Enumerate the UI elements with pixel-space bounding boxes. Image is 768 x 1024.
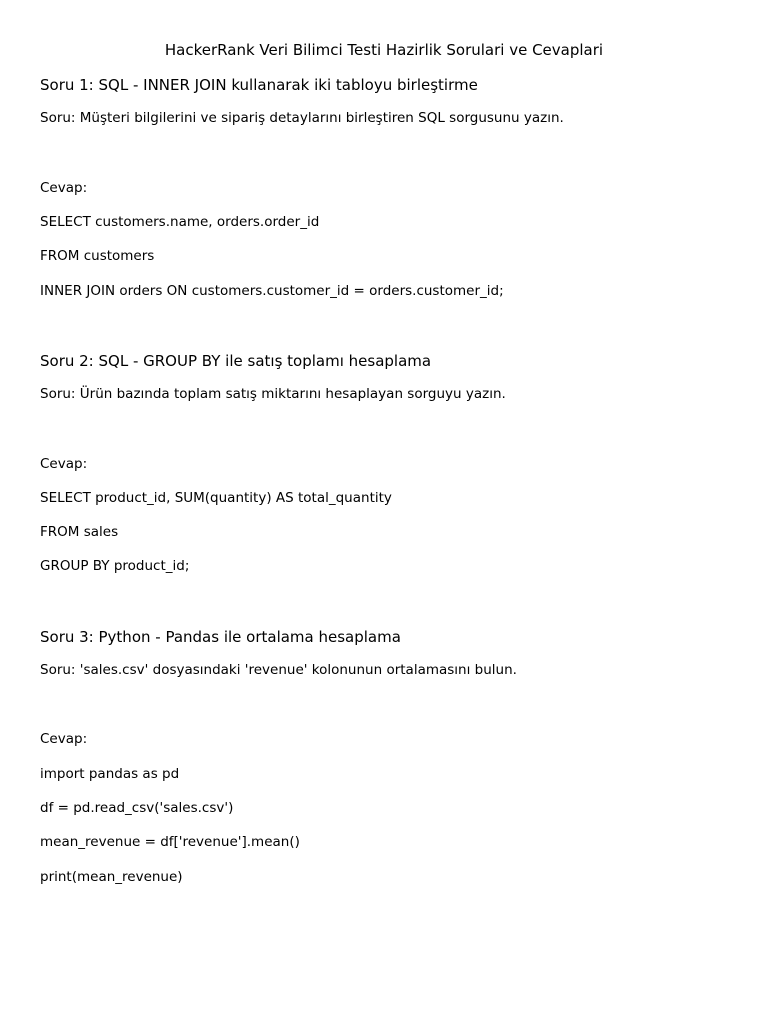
section-3-answer-line: mean_revenue = df['revenue'].mean() [40,834,300,850]
section-3-answer-line: import pandas as pd [40,766,180,782]
section-2-heading: Soru 2: SQL - GROUP BY ile satış toplamı hesaplama [40,352,432,370]
section-3-answer-line: print(mean_revenue) [40,869,183,885]
section-2-answer-line: SELECT product_id, SUM(quantity) AS total_quantity [40,490,392,506]
section-1-answer-label: Cevap: [40,180,88,196]
section-1-heading: Soru 1: SQL - INNER JOIN kullanarak iki tabloyu birleştirme [40,76,478,94]
section-2-question: Soru: Ürün bazında toplam satış miktarını hesaplayan sorguyu yazın. [40,386,506,402]
section-1-answer-line: FROM customers [40,248,155,264]
section-2-answer-line: FROM sales [40,524,119,540]
document-title: HackerRank Veri Bilimci Testi Hazirlik Sorulari ve Cevaplari [164,41,604,59]
section-3-question: Soru: 'sales.csv' dosyasındaki 'revenue' kolonunun ortalamasını bulun. [40,662,517,678]
section-3-answer-line: df = pd.read_csv('sales.csv') [40,800,234,816]
section-1-question: Soru: Müşteri bilgilerini ve sipariş detaylarını birleştiren SQL sorgusunu yazın. [40,110,564,126]
section-2-answer-line: GROUP BY product_id; [40,558,190,574]
section-2-answer-label: Cevap: [40,456,88,472]
section-1-answer-line: INNER JOIN orders ON customers.customer_id = orders.customer_id; [40,283,504,299]
section-3-heading: Soru 3: Python - Pandas ile ortalama hesaplama [40,628,401,646]
section-1-answer-line: SELECT customers.name, orders.order_id [40,214,320,230]
section-3-answer-label: Cevap: [40,731,88,747]
